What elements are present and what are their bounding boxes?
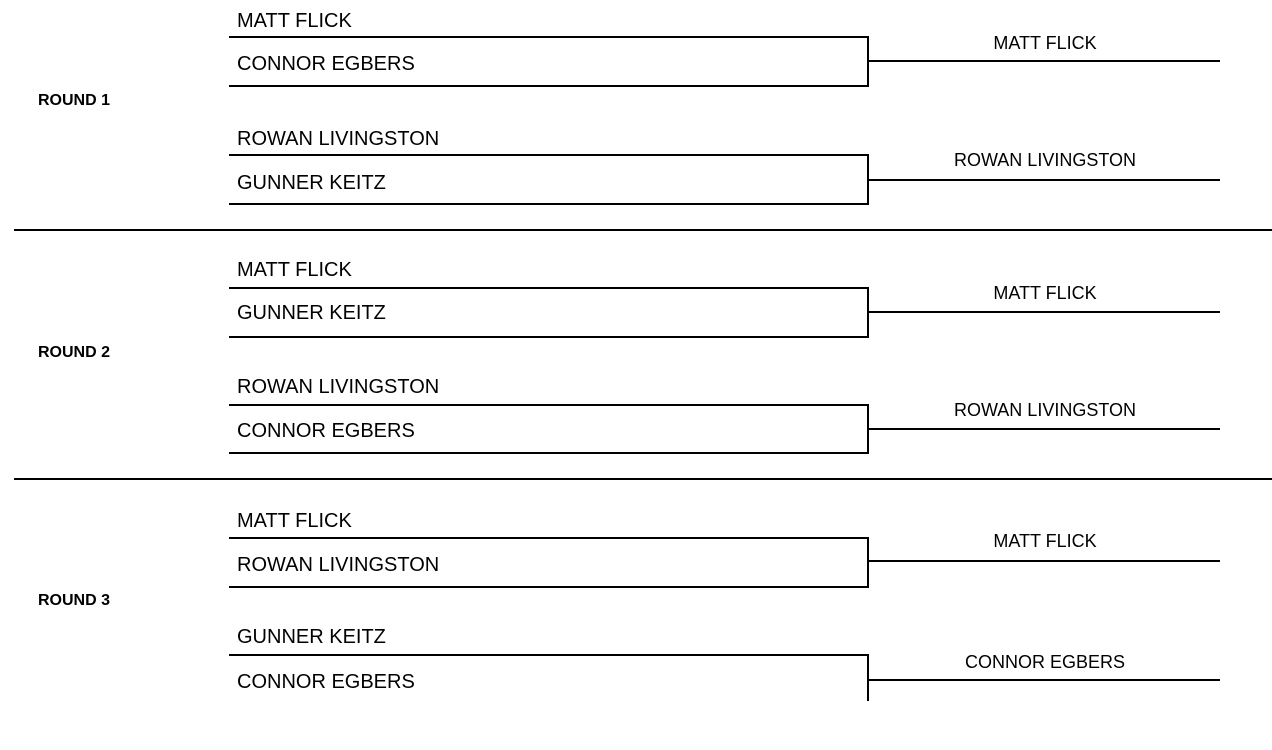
bracket-connector bbox=[867, 537, 869, 588]
matchup-2 bbox=[0, 618, 1272, 718]
bracket-line-top bbox=[229, 537, 868, 539]
bracket-line-top bbox=[229, 154, 868, 156]
match-winner: ROWAN LIVINGSTON bbox=[953, 400, 1137, 420]
matchup-1 bbox=[0, 500, 1272, 600]
wrestler-top: ROWAN LIVINGSTON bbox=[237, 128, 440, 150]
winner-line bbox=[868, 311, 1220, 313]
bracket-line-top bbox=[229, 36, 868, 38]
round-label: ROUND 3 bbox=[38, 592, 111, 609]
round-3 bbox=[0, 500, 1272, 750]
wrestler-top: MATT FLICK bbox=[237, 259, 352, 281]
wrestler-bottom: CONNOR EGBERS bbox=[237, 671, 415, 693]
bracket-line-bottom bbox=[229, 452, 868, 454]
wrestler-bottom: CONNOR EGBERS bbox=[237, 420, 415, 442]
winner-line bbox=[868, 560, 1220, 562]
round-divider bbox=[14, 229, 1272, 231]
match-winner: MATT FLICK bbox=[993, 33, 1097, 53]
wrestler-top: MATT FLICK bbox=[237, 10, 352, 32]
bracket-connector bbox=[867, 654, 869, 701]
bracket-line-bottom bbox=[229, 586, 868, 588]
round-2 bbox=[0, 250, 1272, 500]
bracket-line-top bbox=[229, 654, 868, 656]
match-winner: CONNOR EGBERS bbox=[964, 652, 1126, 672]
wrestler-bottom: ROWAN LIVINGSTON bbox=[237, 554, 440, 576]
winner-line bbox=[868, 428, 1220, 430]
wrestler-bottom: GUNNER KEITZ bbox=[237, 172, 386, 194]
matchup-2 bbox=[0, 370, 1272, 470]
bracket-line-bottom bbox=[229, 203, 868, 205]
round-label: ROUND 1 bbox=[38, 92, 111, 109]
bracket-line-bottom bbox=[229, 336, 868, 338]
wrestler-top: GUNNER KEITZ bbox=[237, 626, 386, 648]
winner-line bbox=[868, 679, 1220, 681]
round-label: ROUND 2 bbox=[38, 344, 111, 361]
winner-line bbox=[868, 179, 1220, 181]
wrestler-top: MATT FLICK bbox=[237, 510, 352, 532]
winner-line bbox=[868, 60, 1220, 62]
wrestler-bottom: CONNOR EGBERS bbox=[237, 53, 415, 75]
bracket-line-bottom bbox=[229, 85, 868, 87]
bracket-line-top bbox=[229, 404, 868, 406]
match-winner: MATT FLICK bbox=[993, 283, 1097, 303]
matchup-1 bbox=[0, 250, 1272, 350]
match-winner: MATT FLICK bbox=[993, 531, 1097, 551]
round-1 bbox=[0, 0, 1272, 250]
matchup-1 bbox=[0, 0, 1272, 100]
matchup-2 bbox=[0, 118, 1272, 218]
wrestler-bottom: GUNNER KEITZ bbox=[237, 302, 386, 324]
wrestler-top: ROWAN LIVINGSTON bbox=[237, 376, 440, 398]
match-winner: ROWAN LIVINGSTON bbox=[953, 150, 1137, 170]
bracket-line-top bbox=[229, 287, 868, 289]
round-divider bbox=[14, 478, 1272, 480]
